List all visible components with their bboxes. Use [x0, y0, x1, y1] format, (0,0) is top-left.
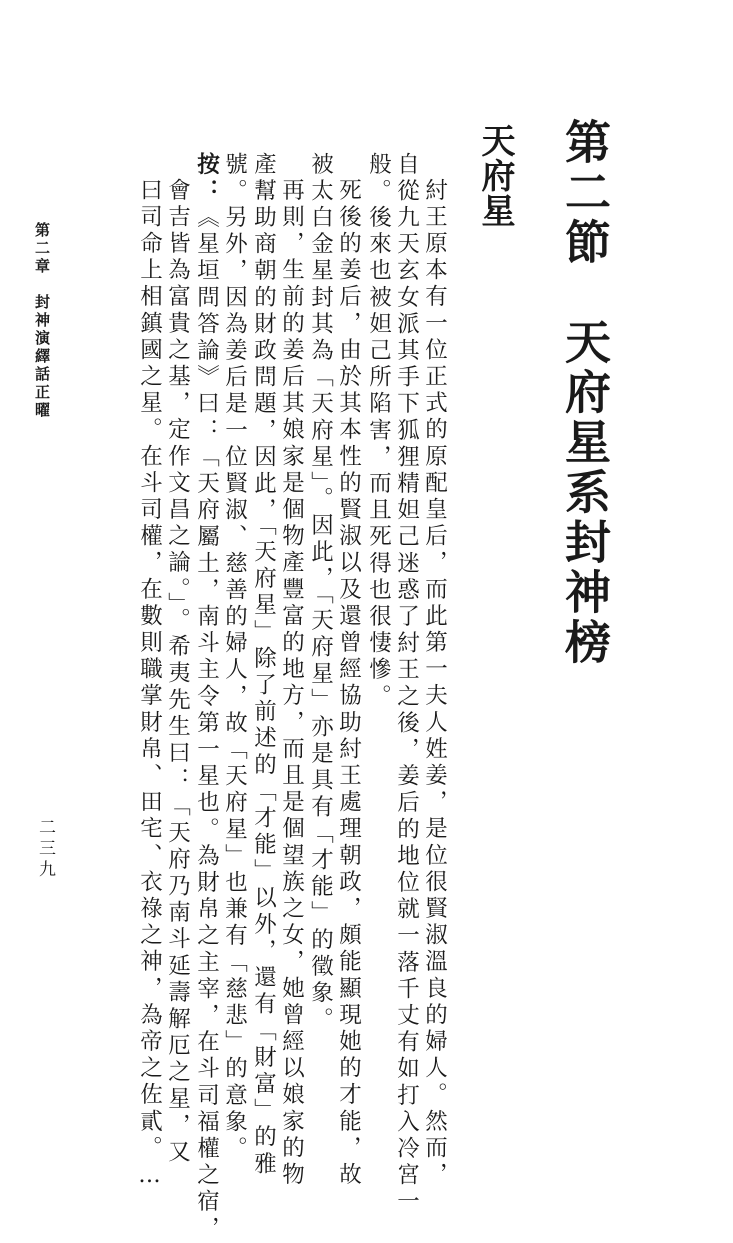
text-column: 產幫助商朝的財政問題，因此，「天府星」除了前述的「才能」以外，還有「財富」的雅	[250, 152, 277, 1179]
running-header: 第二章 封神演繹話正曜	[33, 222, 51, 420]
page-number: 二三九	[35, 818, 55, 881]
text-column: 紂王原本有一位正式的原配皇后，而此第一夫人姓姜，是位很賢淑溫良的婦人。然而，	[421, 178, 448, 1189]
annotation-text: 《星垣問答論》曰：「天府屬土，南斗主令第一星也。為財帛之主宰，在斗司福權之宿，	[193, 205, 220, 1243]
chapter-title: 第二節 天府星系封神榜	[558, 118, 612, 668]
text-column: 自從九天玄女派其手下狐狸精妲己迷惑了紂王之後，姜后的地位就一落千丈有如打入冷宮一	[393, 152, 420, 1216]
text-column	[195, 152, 218, 1243]
text-column: 會吉皆為富貴之基，定作文昌之論。」。希夷先生曰：「天府乃南斗延壽解厄之星，又	[164, 178, 191, 1167]
text-column: 被太白金星封其為「天府星」。因此，「天府星」亦是具有「才能」的徵象。	[307, 152, 334, 1034]
text-column: 號。另外，因為姜后是一位賢淑、慈善的婦人，故「天府星」也兼有「慈悲」的意象。	[221, 152, 248, 1163]
text-column: 再則，生前的姜后其娘家是個物產豐富的地方，而且是個望族之女，她曾經以娘家的物	[278, 178, 305, 1189]
text-column: 曰司命上相鎮國之星。在斗司權，在數則職掌財帛、田宅、衣祿之神，為帝之佐貳。…	[136, 178, 163, 1193]
text-column: 般。後來也被妲己所陷害，而且死得也很悽慘。	[365, 152, 392, 711]
section-title: 天府星	[475, 123, 515, 228]
text-column: 死後的姜后，由於其本性的賢淑以及還曾經協助紂王處理朝政，頗能顯現她的才能，故	[335, 178, 362, 1189]
annotation-label: 按：	[193, 152, 220, 206]
